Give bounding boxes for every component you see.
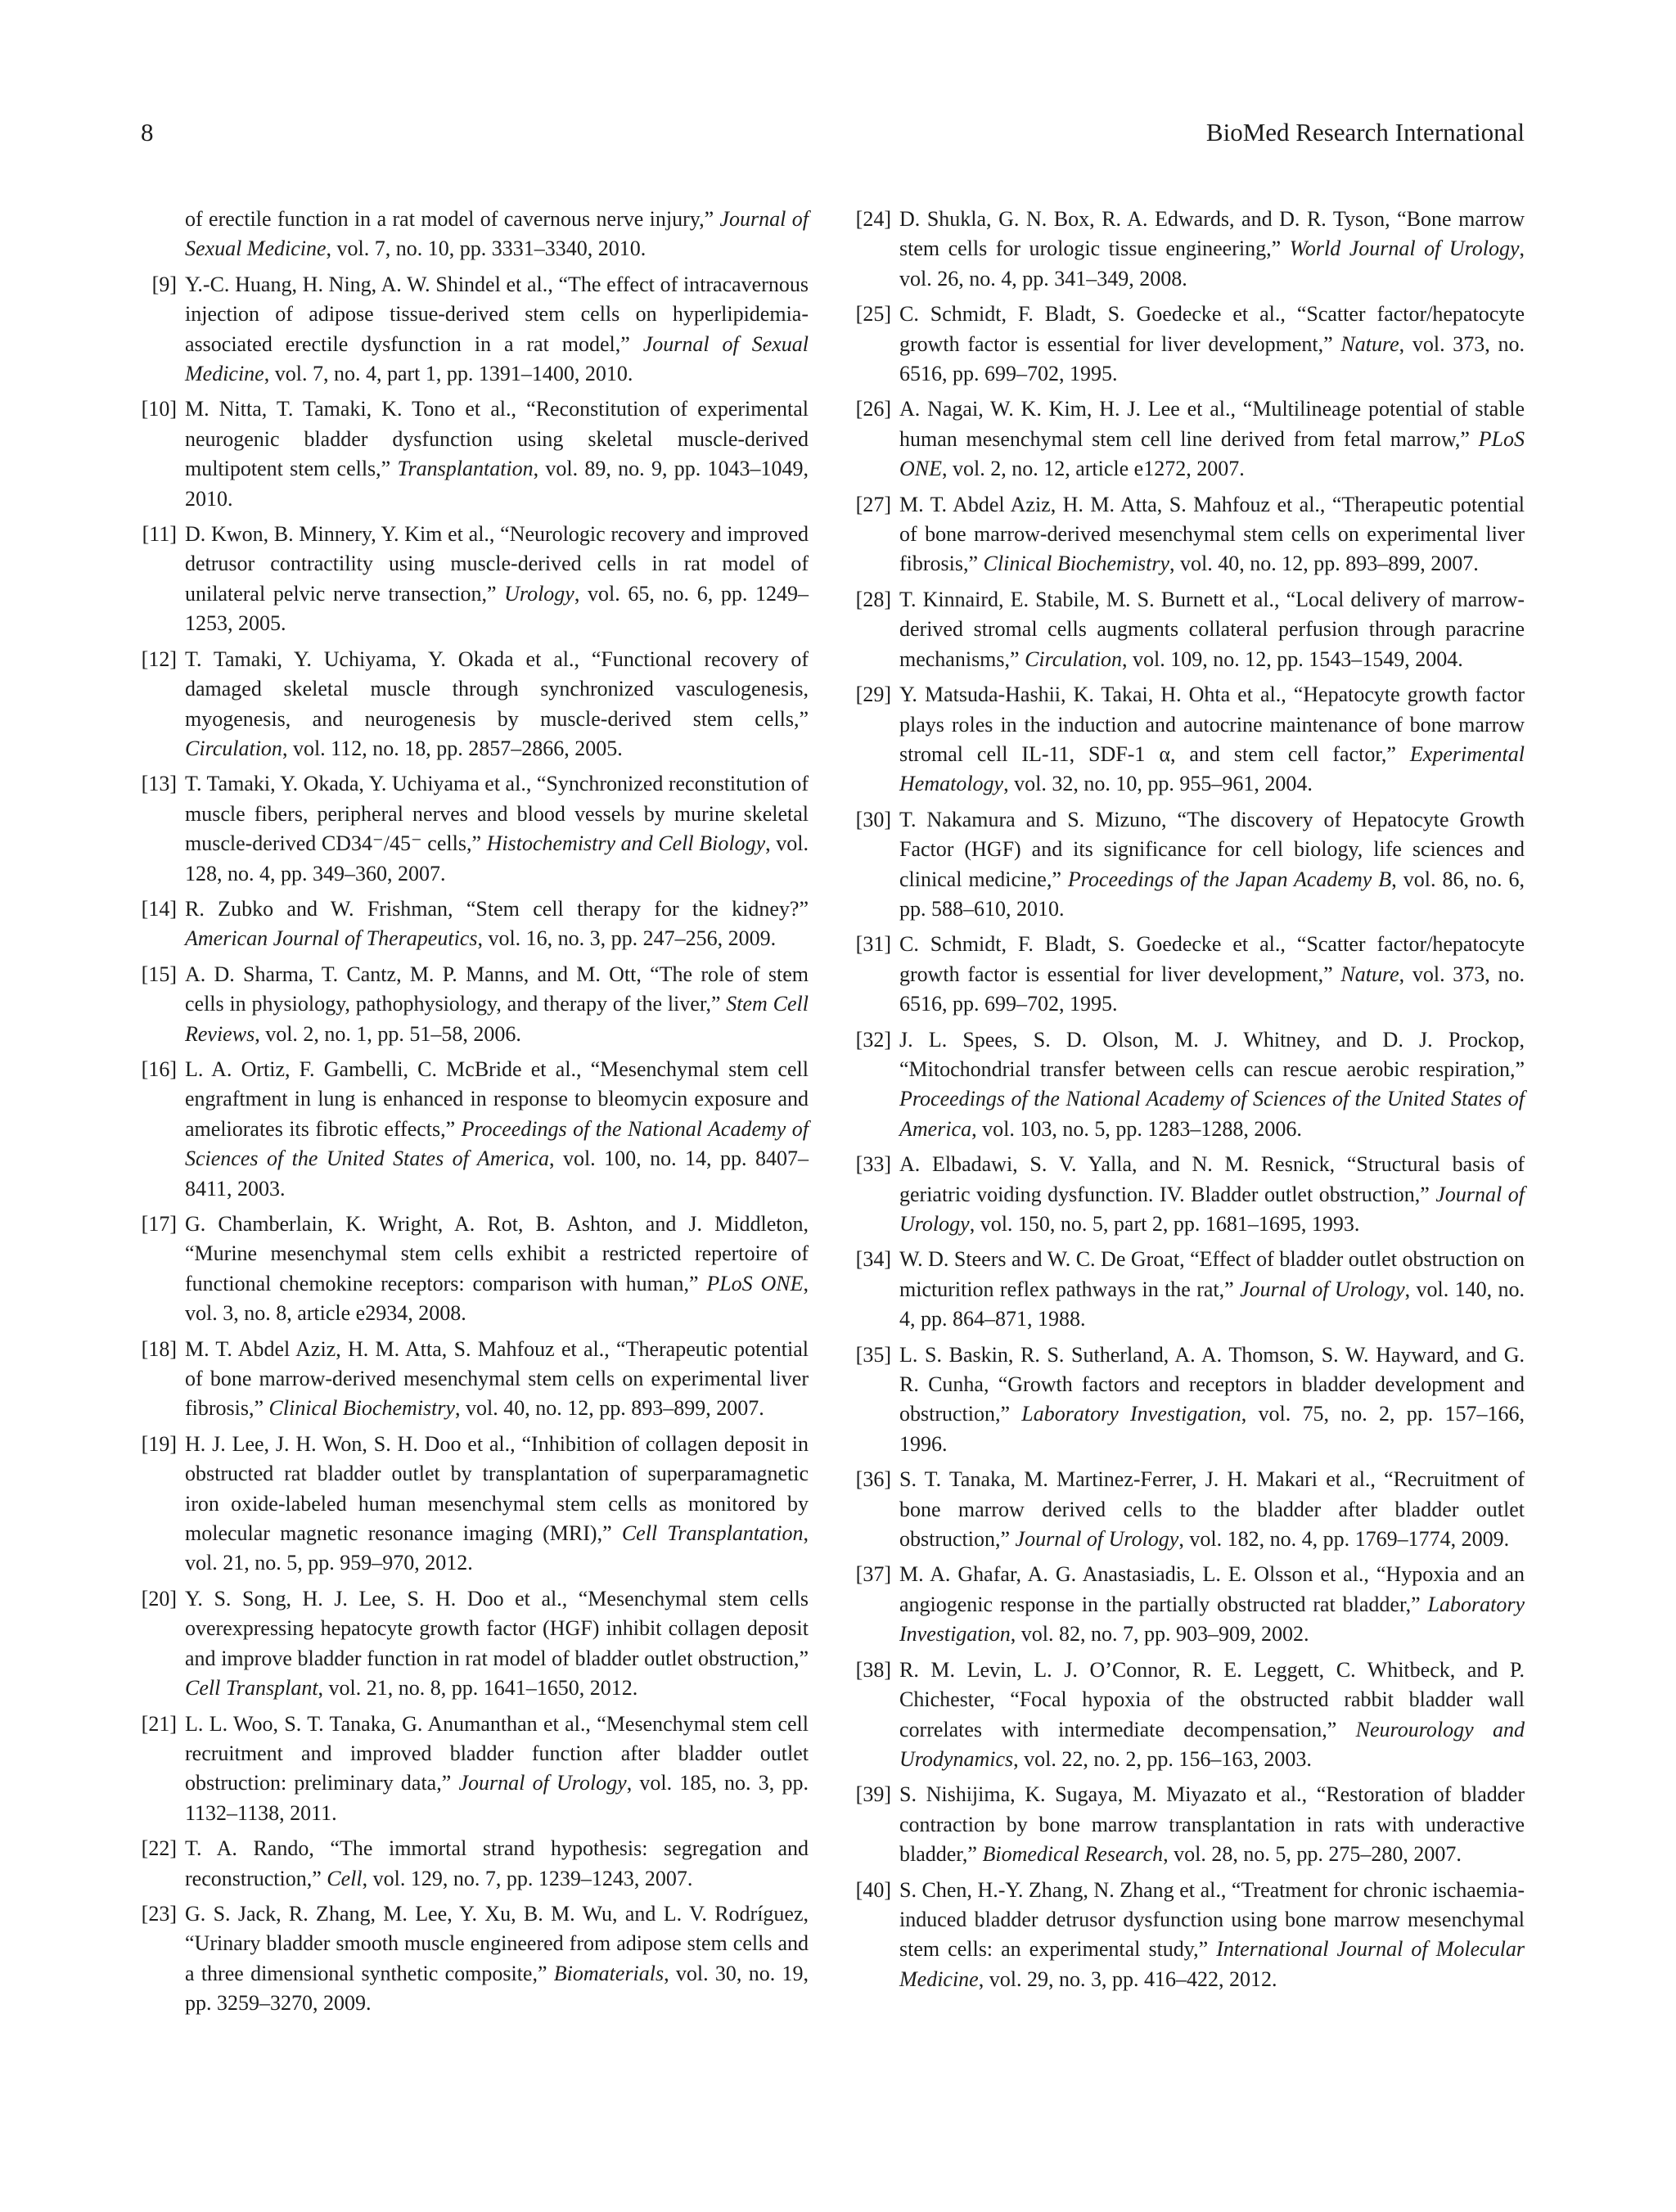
reference-number: [14]	[141, 896, 177, 921]
reference-journal: Nature	[1340, 962, 1399, 986]
reference-details: , vol. 373, no. 6516, pp. 699–702, 1995.	[899, 962, 1525, 1016]
reference-details: , vol. 140, no. 4, pp. 864–871, 1988.	[899, 1277, 1525, 1331]
reference-citation: D. Shukla, G. N. Box, R. A. Edwards, and D. R. Tyson, “Bone marrow stem cells for urologic tissue engineering,”	[899, 207, 1525, 261]
reference-item	[850, 1876, 1525, 1995]
reference-text	[899, 930, 1525, 1019]
reference-details: , vol. 185, no. 3, pp. 1132–1138, 2011.	[185, 1771, 809, 1825]
reference-number: [9]	[151, 272, 177, 296]
reference-details: , vol. 32, no. 10, pp. 955–961, 2004.	[1003, 772, 1313, 796]
reference-journal: Neurourology and Urodynamics	[899, 1717, 1525, 1771]
reference-journal: Clinical Biochemistry	[983, 552, 1170, 576]
reference-item	[141, 1584, 809, 1704]
reference-text	[899, 1876, 1525, 1995]
reference-journal: Transplantation	[397, 457, 534, 481]
reference-text	[185, 645, 809, 764]
reference-citation: S. Nishijima, K. Sugaya, M. Miyazato et al., “Restoration of bladder contraction by bone marrow transplantation in rats with underactive bladder,”	[899, 1782, 1525, 1867]
reference-item	[850, 1245, 1525, 1334]
reference-citation: W. D. Steers and W. C. De Groat, “Effect of bladder outlet obstruction on micturition reflex pathways in the rat,”	[899, 1247, 1525, 1301]
reference-citation: G. Chamberlain, K. Wright, A. Rot, B. Ashton, and J. Middleton, “Murine mesenchymal stem cells exhibit a restricted repertoire of functional chemokine receptors: comparison with human,”	[185, 1212, 809, 1295]
reference-journal: Cell Transplant	[185, 1676, 318, 1701]
reference-text	[899, 490, 1525, 579]
reference-details: , vol. 40, no. 12, pp. 893–899, 2007.	[455, 1396, 764, 1421]
reference-details: , vol. 129, no. 7, pp. 1239–1243, 2007.	[362, 1866, 693, 1890]
reference-text	[185, 960, 809, 1049]
reference-details: , vol. 109, no. 12, pp. 1543–1549, 2004.	[1122, 646, 1463, 671]
reference-number: [38]	[855, 1657, 891, 1682]
reference-journal: Histochemistry and Cell Biology	[486, 831, 766, 856]
reference-column-right	[850, 205, 1525, 2000]
reference-citation: C. Schmidt, F. Bladt, S. Goedecke et al., “Scatter factor/hepatocyte growth factor is essential for liver development,”	[899, 302, 1525, 356]
reference-column-left	[141, 205, 809, 2025]
reference-details: , vol. 112, no. 18, pp. 2857–2866, 2005.	[282, 736, 623, 760]
reference-item	[850, 205, 1525, 294]
reference-details: , vol. 75, no. 2, pp. 157–166, 1996.	[899, 1402, 1525, 1456]
reference-number: [10]	[141, 397, 177, 421]
reference-number: [18]	[141, 1336, 177, 1361]
reference-journal: Proceedings of the National Academy of Sciences of the United States of America	[185, 1116, 809, 1171]
reference-citation: T. A. Rando, “The immortal strand hypothesis: segregation and reconstruction,”	[185, 1836, 809, 1890]
reference-citation: of erectile function in a rat model of cavernous nerve injury,”	[185, 207, 720, 231]
reference-text	[899, 1150, 1525, 1239]
reference-text	[185, 1899, 809, 2019]
reference-citation: L. L. Woo, S. T. Tanaka, G. Anumanthan et al., “Mesenchymal stem cell recruitment and improved bladder function after bladder outlet obstruction: preliminary data,”	[185, 1711, 809, 1795]
reference-journal: Journal of Urology	[1240, 1277, 1405, 1301]
reference-citation: S. T. Tanaka, M. Martinez-Ferrer, J. H. Makari et al., “Recruitment of bone marrow derived cells to the bladder after bladder outlet obstruction,”	[899, 1467, 1525, 1552]
reference-item	[850, 930, 1525, 1019]
reference-number: [26]	[855, 397, 891, 421]
reference-number: [40]	[855, 1877, 891, 1902]
reference-text	[899, 1560, 1525, 1649]
reference-item	[141, 769, 809, 889]
reference-journal: Journal of Urology	[899, 1182, 1525, 1236]
reference-number: [33]	[855, 1152, 891, 1177]
reference-citation: L. S. Baskin, R. S. Sutherland, A. A. Thomson, S. W. Hayward, and G. R. Cunha, “Growth factors and receptors in bladder development and obstruction,”	[899, 1342, 1525, 1426]
reference-item	[850, 1025, 1525, 1145]
reference-details: , vol. 7, no. 10, pp. 3331–3340, 2010.	[326, 237, 647, 261]
reference-citation: Y.-C. Huang, H. Ning, A. W. Shindel et al., “The effect of intracavernous injection of adipose tissue-derived stem cells on hyperlipidemia-associated erectile dysfunction in a rat model,”	[185, 272, 809, 356]
reference-details: , vol. 2, no. 1, pp. 51–58, 2006.	[255, 1021, 521, 1046]
reference-journal: World Journal of Urology	[1289, 237, 1520, 261]
reference-item	[141, 1430, 809, 1579]
reference-citation: R. Zubko and W. Frishman, “Stem cell therapy for the kidney?”	[185, 896, 809, 921]
reference-item	[141, 1710, 809, 1829]
reference-journal: Proceedings of the Japan Academy B	[1067, 867, 1392, 891]
reference-journal: Nature	[1340, 331, 1399, 356]
reference-citation: A. D. Sharma, T. Cantz, M. P. Manns, and M. Ott, “The role of stem cells in physiology, pathophysiology, and therapy of the liver,”	[185, 962, 809, 1016]
reference-item	[141, 1055, 809, 1204]
reference-item	[850, 1465, 1525, 1554]
reference-number: [21]	[141, 1711, 177, 1736]
reference-number: [37]	[855, 1562, 891, 1587]
reference-number: [34]	[855, 1247, 891, 1272]
reference-details: , vol. 28, no. 5, pp. 275–280, 2007.	[1163, 1842, 1462, 1867]
reference-number: [22]	[141, 1836, 177, 1861]
reference-text	[899, 1780, 1525, 1869]
reference-item	[850, 805, 1525, 925]
reference-citation: A. Elbadawi, S. V. Yalla, and N. M. Resnick, “Structural basis of geriatric voiding dysfunction. IV. Bladder outlet obstruction,”	[899, 1152, 1525, 1206]
reference-text	[185, 769, 809, 889]
reference-text	[185, 1710, 809, 1829]
reference-number: [12]	[141, 646, 177, 671]
reference-item	[850, 300, 1525, 389]
reference-journal: Journal of Sexual Medicine	[185, 331, 809, 386]
reference-citation: C. Schmidt, F. Bladt, S. Goedecke et al., “Scatter factor/hepatocyte growth factor is essential for liver development,”	[899, 932, 1525, 986]
reference-details: , vol. 26, no. 4, pp. 341–349, 2008.	[899, 237, 1525, 291]
reference-text	[899, 680, 1525, 800]
reference-item	[850, 394, 1525, 484]
reference-number: [19]	[141, 1431, 177, 1456]
reference-item	[141, 205, 809, 264]
reference-text	[899, 1340, 1525, 1460]
reference-journal: International Journal of Molecular Medicine	[899, 1937, 1525, 1991]
reference-text	[899, 394, 1525, 484]
reference-citation: T. Kinnaird, E. Stabile, M. S. Burnett et al., “Local delivery of marrow-derived stromal cells augments collateral perfusion through paracrine mechanisms,”	[899, 587, 1525, 671]
reference-text	[185, 1430, 809, 1579]
reference-details: , vol. 30, no. 19, pp. 3259–3270, 2009.	[185, 1961, 809, 2016]
reference-details: , vol. 7, no. 4, part 1, pp. 1391–1400, 2010.	[264, 362, 633, 386]
reference-citation: T. Tamaki, Y. Uchiyama, Y. Okada et al., “Functional recovery of damaged skeletal muscle through synchronized vasculogenesis, myogenesis, and neurogenesis by muscle-derived stem cells,”	[185, 646, 809, 731]
reference-journal: Laboratory Investigation	[1021, 1402, 1241, 1426]
reference-text	[185, 1210, 809, 1329]
reference-item	[850, 680, 1525, 800]
reference-number: [29]	[855, 683, 891, 707]
reference-text	[185, 205, 809, 264]
reference-item	[850, 490, 1525, 579]
reference-citation: T. Tamaki, Y. Okada, Y. Uchiyama et al., “Synchronized reconstitution of muscle fibers, peripheral nerves and blood vessels by murine skeletal muscle-derived CD34⁻/45⁻ cells,”	[185, 772, 809, 856]
reference-citation: Y. S. Song, H. J. Lee, S. H. Doo et al., “Mesenchymal stem cells overexpressing hepatocyte growth factor (HGF) inhibit collagen deposit and improve bladder function in rat model of bladder outlet obstruction,”	[185, 1586, 809, 1670]
reference-number: [35]	[855, 1342, 891, 1367]
reference-number: [13]	[141, 772, 177, 796]
reference-journal: Cell Transplantation	[621, 1521, 804, 1546]
reference-text	[899, 1245, 1525, 1334]
reference-citation: Y. Matsuda-Hashii, K. Takai, H. Ohta et al., “Hepatocyte growth factor plays roles in the induction and autocrine maintenance of bone marrow stromal cell IL-11, SDF-1 α, and stem cell factor,”	[899, 683, 1525, 766]
reference-number: [36]	[855, 1467, 891, 1492]
reference-text	[899, 205, 1525, 294]
reference-number: [15]	[141, 962, 177, 986]
reference-citation: M. A. Ghafar, A. G. Anastasiadis, L. E. Olsson et al., “Hypoxia and an angiogenic response in the partially obstructed rat bladder,”	[899, 1562, 1525, 1616]
reference-item	[141, 1335, 809, 1424]
reference-item	[141, 960, 809, 1049]
reference-number: [31]	[855, 932, 891, 957]
reference-number: [23]	[141, 1901, 177, 1926]
page-number: 8	[141, 118, 154, 146]
reference-citation: M. T. Abdel Aziz, H. M. Atta, S. Mahfouz et al., “Therapeutic potential of bone marrow-derived mesenchymal stem cells on experimental liver fibrosis,”	[899, 492, 1525, 576]
reference-journal: PLoS ONE	[706, 1271, 804, 1295]
reference-text	[899, 300, 1525, 389]
reference-number: [11]	[142, 522, 177, 547]
reference-text	[185, 270, 809, 390]
reference-citation: M. T. Abdel Aziz, H. M. Atta, S. Mahfouz et al., “Therapeutic potential of bone marrow-derived mesenchymal stem cells on experimental liver fibrosis,”	[185, 1336, 809, 1421]
reference-text	[185, 520, 809, 639]
reference-number: [16]	[141, 1056, 177, 1081]
reference-details: , vol. 82, no. 7, pp. 903–909, 2002.	[1010, 1622, 1309, 1647]
reference-number: [17]	[141, 1212, 177, 1236]
reference-number: [25]	[855, 302, 891, 327]
reference-item	[850, 1150, 1525, 1239]
reference-journal: Journal of Sexual Medicine	[185, 207, 809, 261]
reference-journal: Laboratory Investigation	[899, 1592, 1525, 1647]
reference-number: [39]	[855, 1782, 891, 1807]
reference-citation: J. L. Spees, S. D. Olson, M. J. Whitney, and D. J. Prockop, “Mitochondrial transfer between cells can rescue aerobic respiration,”	[899, 1027, 1525, 1081]
reference-details: , vol. 65, no. 6, pp. 1249–1253, 2005.	[185, 581, 809, 636]
reference-item	[850, 1560, 1525, 1649]
reference-text	[185, 1584, 809, 1704]
reference-number: [27]	[855, 492, 891, 516]
reference-item	[141, 1210, 809, 1329]
reference-journal: Biomaterials	[553, 1961, 665, 1985]
reference-item	[141, 645, 809, 764]
reference-journal: PLoS ONE	[899, 426, 1525, 481]
reference-journal: Experimental Hematology	[899, 741, 1525, 796]
reference-item	[141, 1834, 809, 1894]
reference-citation: T. Nakamura and S. Mizuno, “The discovery of Hepatocyte Growth Factor (HGF) and its significance for cell biology, life sciences and clinical medicine,”	[899, 807, 1525, 891]
reference-number: [20]	[141, 1586, 177, 1611]
reference-citation: A. Nagai, W. K. Kim, H. J. Lee et al., “Multilineage potential of stable human mesenchymal stem cell line derived from fetal marrow,”	[899, 397, 1525, 451]
reference-citation: G. S. Jack, R. Zhang, M. Lee, Y. Xu, B. M. Wu, and L. V. Rodríguez, “Urinary bladder smooth muscle engineered from adipose stem cells and a three dimensional synthetic composite,”	[185, 1901, 809, 1985]
reference-citation: H. J. Lee, J. H. Won, S. H. Doo et al., “Inhibition of collagen deposit in obstructed rat bladder outlet by transplantation of superparamagnetic iron oxide-labeled human mesenchymal stem cells as monitored by molecular magnetic resonance imaging (MRI),”	[185, 1431, 809, 1546]
reference-journal: Proceedings of the National Academy of Sciences of the United States of America	[899, 1087, 1525, 1141]
reference-citation: S. Chen, H.-Y. Zhang, N. Zhang et al., “Treatment for chronic ischaemia-induced bladder detrusor dysfunction using bone marrow mesenchymal stem cells: an experimental study,”	[899, 1877, 1525, 1962]
reference-text	[185, 1055, 809, 1204]
reference-text	[899, 805, 1525, 925]
reference-number: [28]	[855, 587, 891, 611]
reference-details: , vol. 128, no. 4, pp. 349–360, 2007.	[185, 831, 809, 885]
reference-details: , vol. 21, no. 5, pp. 959–970, 2012.	[185, 1521, 809, 1575]
reference-text	[185, 1834, 809, 1894]
reference-item	[141, 894, 809, 954]
reference-journal: Cell	[327, 1866, 363, 1890]
reference-details: , vol. 373, no. 6516, pp. 699–702, 1995.	[899, 331, 1525, 386]
reference-details: , vol. 89, no. 9, pp. 1043–1049, 2010.	[185, 457, 809, 511]
reference-journal: Journal of Urology	[458, 1771, 627, 1795]
reference-journal: Stem Cell Reviews	[185, 992, 809, 1046]
reference-citation: L. A. Ortiz, F. Gambelli, C. McBride et al., “Mesenchymal stem cell engraftment in lung is enhanced in response to bleomycin exposure and ameliorates its fibrotic effects,”	[185, 1056, 809, 1141]
reference-details: , vol. 29, no. 3, pp. 416–422, 2012.	[978, 1966, 1277, 1991]
reference-details: , vol. 16, no. 3, pp. 247–256, 2009.	[477, 926, 777, 951]
reference-number: [32]	[855, 1027, 891, 1052]
reference-details: , vol. 40, no. 12, pp. 893–899, 2007.	[1169, 552, 1479, 576]
reference-details: , vol. 21, no. 8, pp. 1641–1650, 2012.	[318, 1676, 638, 1701]
reference-details: , vol. 86, no. 6, pp. 588–610, 2010.	[899, 867, 1525, 921]
reference-journal: Circulation	[1025, 646, 1123, 671]
reference-item	[141, 394, 809, 514]
reference-number: [24]	[855, 207, 891, 231]
reference-details: , vol. 150, no. 5, part 2, pp. 1681–1695, 1993.	[969, 1212, 1360, 1236]
reference-item	[850, 1656, 1525, 1775]
reference-text	[899, 1656, 1525, 1775]
reference-item	[850, 1340, 1525, 1460]
reference-text	[185, 1335, 809, 1424]
reference-item	[850, 585, 1525, 674]
reference-details: , vol. 3, no. 8, article e2934, 2008.	[185, 1271, 809, 1326]
reference-journal: Clinical Biochemistry	[268, 1396, 456, 1421]
reference-citation: M. Nitta, T. Tamaki, K. Tono et al., “Reconstitution of experimental neurogenic bladder dysfunction using skeletal muscle-derived multipotent stem cells,”	[185, 397, 809, 481]
reference-citation: D. Kwon, B. Minnery, Y. Kim et al., “Neurologic recovery and improved detrusor contractility using muscle-derived cells in rat model of unilateral pelvic nerve transection,”	[185, 522, 809, 606]
reference-details: , vol. 100, no. 14, pp. 8407–8411, 2003.	[185, 1147, 809, 1201]
reference-text	[899, 585, 1525, 674]
reference-citation: R. M. Levin, L. J. O’Connor, R. E. Leggett, C. Whitbeck, and P. Chichester, “Focal hypoxia of the obstructed rabbit bladder wall correlates with intermediate decompensation,”	[899, 1657, 1525, 1741]
reference-details: , vol. 182, no. 4, pp. 1769–1774, 2009.	[1178, 1527, 1510, 1552]
reference-item	[141, 270, 809, 390]
reference-item	[850, 1780, 1525, 1869]
reference-item	[141, 1899, 809, 2019]
reference-text	[899, 1025, 1525, 1145]
reference-details: , vol. 22, no. 2, pp. 156–163, 2003.	[1013, 1746, 1312, 1771]
reference-details: , vol. 103, no. 5, pp. 1283–1288, 2006.	[971, 1116, 1302, 1141]
reference-journal: Circulation	[185, 736, 282, 760]
reference-journal: Journal of Urology	[1015, 1527, 1179, 1552]
reference-text	[899, 1465, 1525, 1554]
reference-item	[141, 520, 809, 639]
reference-journal: American Journal of Therapeutics	[185, 926, 478, 951]
reference-number: [30]	[855, 807, 891, 831]
reference-journal: Urology	[504, 581, 574, 606]
reference-text	[185, 894, 809, 954]
reference-details: , vol. 2, no. 12, article e1272, 2007.	[942, 457, 1245, 481]
running-head-journal: BioMed Research International	[1205, 118, 1525, 146]
reference-text	[185, 394, 809, 514]
reference-journal: Biomedical Research	[982, 1842, 1164, 1867]
